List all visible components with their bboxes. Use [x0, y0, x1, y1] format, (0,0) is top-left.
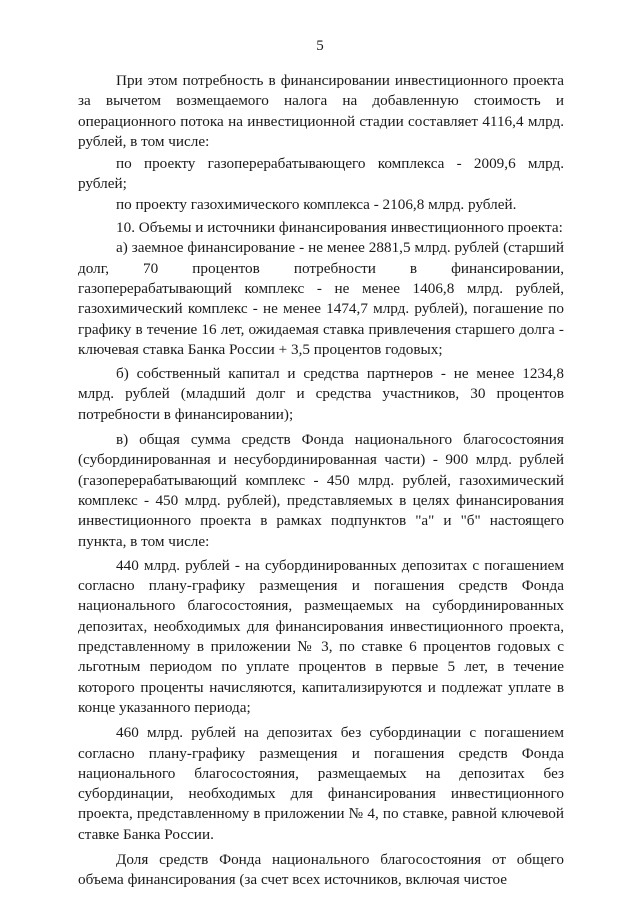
- page-number: 5: [316, 38, 324, 54]
- paragraph-item-10: 10. Объемы и источники финансирования инвестиционного проекта:: [116, 219, 563, 237]
- paragraph-intro: При этом потребность в финансировании инвестиционного проекта за вычетом возмещаемого налога на добавленную стоимость и операционного потока на инвестиционной стадии составляет 4116,4 млрд. рублей, в том числе:: [78, 72, 564, 150]
- paragraph-subitem-v: в) общая сумма средств Фонда национального благосостояния (субординированная и несубординированная части) - 900 млрд. рублей (газоперерабатывающий комплекс - 450 млрд. рублей, газохимический комплекс - 450 млрд. рублей), представляемых в целях финансирования инвестиционного проекта в рамках подпунктов "а" и "б" настоящего пункта, в том числе:: [78, 431, 564, 550]
- paragraph-nwf-share: Доля средств Фонда национального благосостояния от общего объема финансирования (за счет всех источников, включая чистое: [78, 850, 564, 889]
- paragraph-subitem-b: б) собственный капитал и средства партнеров - не менее 1234,8 млрд. рублей (младший долг и средства участников, 30 процентов потребности в финансировании);: [78, 365, 564, 423]
- paragraph-non-subordinated-deposits: 460 млрд. рублей на депозитах без субординации с погашением согласно плану-графику размещения и погашения средств Фонда национального благосостояния, размещаемых на депозитах без субординации, необходимых для финансирования инвестиционного проекта, представленному в приложении № 4, по ставке, равной ключевой ставке Банка России.: [78, 724, 564, 843]
- paragraph-gas-chemical: по проекту газохимического комплекса - 2106,8 млрд. рублей.: [116, 195, 517, 213]
- document-body: [78, 71, 564, 891]
- paragraph-subitem-a: а) заемное финансирование - не менее 2881,5 млрд. рублей (старший долг, 70 процентов потребности в финансировании, газоперерабатывающий комплекс - не менее 1406,8 млрд. рублей, газохимический комплекс - не менее 1474,7 млрд. рублей), погашение по графику в течение 16 лет, ожидаемая ставка привлечения старшего долга - ключевая ставка Банка России + 3,5 процентов годовых;: [78, 239, 564, 358]
- paragraph-subordinated-deposits: 440 млрд. рублей - на субординированных депозитах с погашением согласно плану-графику размещения и погашения средств Фонда национального благосостояния, размещаемых на субординированных депозитах, необходимых для финансирования инвестиционного проекта, представленному в приложении № 3, по ставке 6 процентов годовых с льготным периодом по уплате процентов в первые 5 лет, в течение которого проценты начисляются, капитализируются и подлежат уплате в конце указанного периода;: [78, 556, 564, 716]
- paragraph-gas-processing: по проекту газоперерабатывающего комплекса - 2009,6 млрд. рублей;: [78, 155, 564, 193]
